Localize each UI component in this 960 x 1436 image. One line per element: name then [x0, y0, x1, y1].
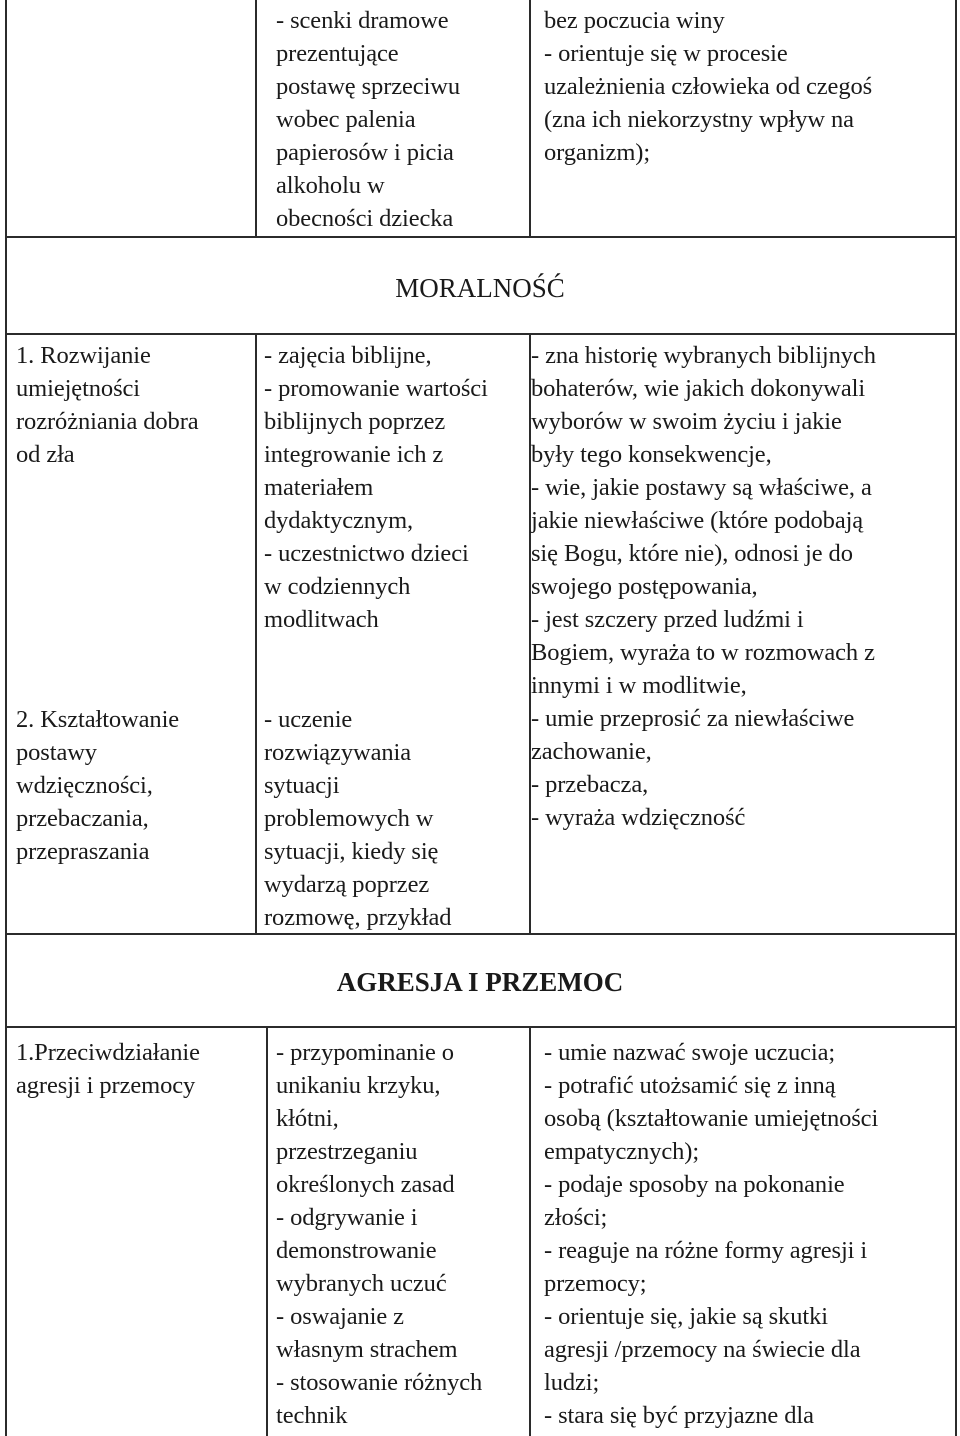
agresja-outcomes: - umie nazwać swoje uczucia; - potrafić utożsamić się z inną osobą (kształtowanie umiejętności empatycznych); - podaje sposoby na pokonanie złości; - reaguje na różne formy agresji i przemocy; - orientuje się, jakie są skutki agresji /przemocy na świecie dla ludzi; - stara się być przyjazne dla	[544, 1039, 879, 1429]
section-heading-agresja: AGRESJA I PRZEMOC	[336, 967, 624, 997]
column-divider	[255, 333, 257, 935]
column-divider	[529, 1026, 531, 1436]
section-heading-moralnosc: MORALNOŚĆ	[395, 273, 565, 303]
moralnosc-methods-1: - zajęcia biblijne, - promowanie wartości biblijnych poprzez integrowanie ich z materiałem dydaktycznym, - uczestnictwo dzieci w codziennych modlitwach	[264, 342, 488, 633]
row-divider	[5, 1026, 957, 1028]
moralnosc-methods-2: - uczenie rozwiązywania sytuacji problemowych w sytuacji, kiedy się wydarzą poprzez rozmowę, przykład	[264, 706, 452, 931]
agresja-goal-1: 1.Przeciwdziałanie agresji i przemocy	[16, 1039, 200, 1099]
column-divider	[255, 0, 257, 238]
agresja-methods: - przypominanie o unikaniu krzyku, kłótni, przestrzeganiu określonych zasad - odgrywanie i demonstrowanie wybranych uczuć - oswajanie z własnym strachem - stosowanie różnych technik	[276, 1039, 483, 1429]
top-row-outcomes-cell: bez poczucia winy - orientuje się w procesie uzależnienia człowieka od czegoś (zna ich niekorzystny wpływ na organizm);	[544, 7, 873, 166]
row-divider	[5, 236, 957, 238]
table-border-left	[5, 0, 7, 1436]
column-divider	[266, 1026, 268, 1436]
column-divider	[529, 0, 531, 238]
top-row-methods-cell: - scenki dramowe prezentujące postawę sprzeciwu wobec palenia papierosów i picia alkoholu w obecności dziecka	[276, 7, 461, 232]
row-divider	[5, 333, 957, 335]
moralnosc-outcomes: - zna historię wybranych biblijnych bohaterów, wie jakich dokonywali wyborów w swoim życiu i jakie były tego konsekwencje, - wie, jakie postawy są właściwe, a jakie niewłaściwe (które podobają się Bogu, które nie), odnosi je do swojego postępowania, - jest szczery przed ludźmi i Bogiem, wyraża to w rozmowach z innymi i w modlitwie, - umie przeprosić za niewłaściwe zachowanie, - przebacza, - wyraża wdzięczność	[531, 342, 876, 831]
table-border-right	[955, 0, 957, 1436]
moralnosc-goal-1: 1. Rozwijanie umiejętności rozróżniania dobra od zła	[16, 342, 199, 468]
moralnosc-goal-2: 2. Kształtowanie postawy wdzięczności, przebaczania, przepraszania	[16, 706, 180, 865]
